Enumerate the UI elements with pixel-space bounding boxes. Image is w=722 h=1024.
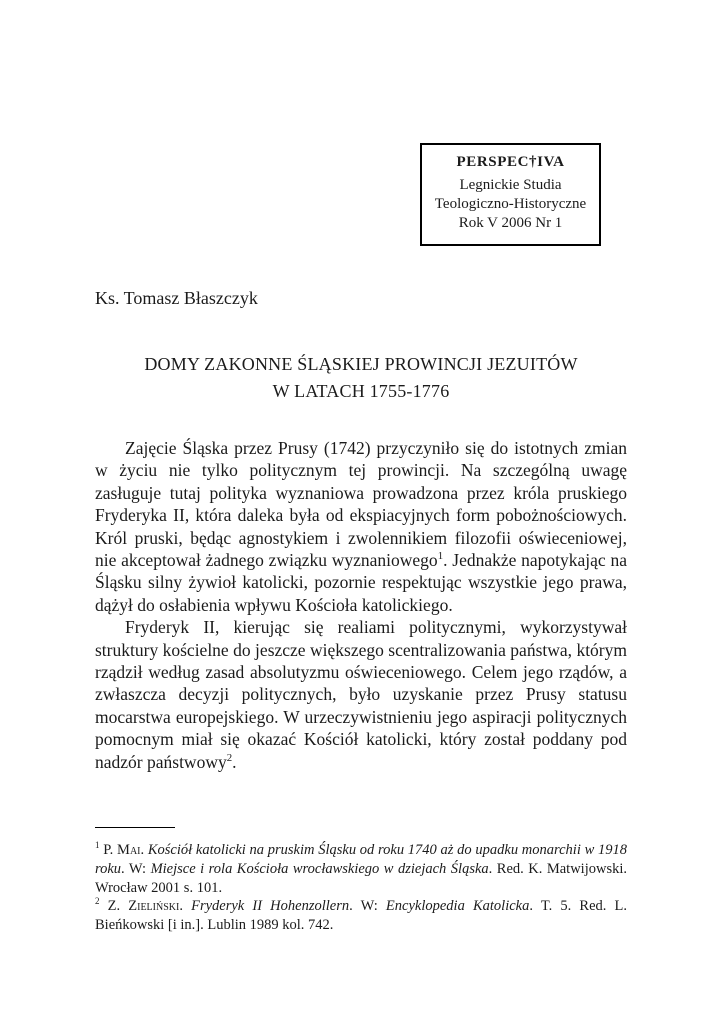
footnote-1-marker: 1: [95, 840, 100, 851]
footnotes-section: [95, 841, 627, 935]
footnote-separator-rule: [95, 827, 175, 828]
paragraph-2: [95, 616, 627, 773]
footnote-2-marker: 2: [95, 896, 100, 907]
footnote-1-author: Mai: [117, 842, 141, 858]
footnote-2-author: Zieliński: [128, 898, 180, 915]
paragraph-2-text-after: .: [232, 751, 237, 772]
author-name: Ks. Tomasz Błaszczyk: [95, 288, 258, 308]
paragraph-1-text-after: . Jednakże napotykając na Śląsku silny żywioł katolicki, pozornie respektując wszystkie jego prawa, dążył do osłabienia wpływu Kościoła katolickiego.: [95, 550, 627, 615]
paragraph-1: [95, 437, 627, 616]
article-title-line2: W LATACH 1755-1776: [272, 381, 450, 401]
journal-subtitle-line2: Teologiczno-Historyczne: [434, 196, 587, 212]
footnote-1: [95, 841, 627, 897]
footnote-2-sep1: .: [179, 898, 192, 915]
footnote-1-tail: . Red. K. Matwijowski. Wrocław 2001 s. 101.: [95, 860, 627, 896]
footnote-2-sep2: . W:: [349, 898, 386, 915]
journal-name: PERSPEC†IVA: [456, 154, 565, 170]
article-title: [95, 351, 627, 405]
footnote-ref-2: 2: [226, 751, 233, 764]
footnote-2-tail: . T. 5. Red. L. Bieńkowski [i in.]. Lublin 1989 kol. 742.: [95, 898, 627, 934]
footnote-1-collection: Miejsce i rola Kościoła wrocławskiego w dziejach Śląska: [150, 860, 489, 877]
footnote-1-sep1: .: [140, 842, 148, 858]
footnote-2-lead: Z.: [99, 898, 129, 915]
paragraph-1-text: Zajęcie Śląska przez Prusy (1742) przyczyniło się do istotnych zmian w życiu nie tylko politycznym tej prowincji. Na szczególną uwagę zasługuje tutaj polityka wyznaniowa prowadzona przez króla pruskiego Fryderyka II, która daleka była od ekspiacyjnych form pobożnościowych. Król pruski, będąc agnostykiem i zwolennikiem filozofii oświeceniowej, nie akceptował żadnego związku wyznaniowego: [95, 438, 627, 571]
footnote-1-title: Kościół katolicki na pruskim Śląsku od roku 1740 aż do upadku monarchii w 1918 roku: [95, 842, 627, 877]
article-body: [95, 437, 627, 773]
footnote-2: [95, 897, 627, 935]
article-title-line1: DOMY ZAKONNE ŚLĄSKIEJ PROWINCJI JEZUITÓW: [144, 354, 578, 374]
footnote-1-sep2: . W:: [121, 860, 151, 877]
journal-stamp-box: [420, 143, 601, 246]
journal-subtitle-line1: Legnickie Studia: [459, 177, 562, 193]
footnote-2-collection: Encyklopedia Katolicka: [385, 898, 530, 915]
footnote-2-title: Fryderyk II Hohenzollern: [191, 898, 350, 915]
paragraph-2-text: Fryderyk II, kierując się realiami politycznymi, wykorzystywał struktury kościelne do jeszcze większego scentralizowania państwa, którym rządził według zasad absolutyzmu oświeceniowego. Celem jego rządów, a zwłaszcza decyzji politycznych, było uzyskanie przez Prusy statusu mocarstwa europejskiego. W urzeczywistnieniu jego aspiracji politycznych pomocnym miał się okazać Kościół katolicki, który został poddany pod nadzór państwowy: [95, 617, 627, 772]
footnote-ref-1: 1: [437, 550, 444, 563]
footnote-1-lead: P.: [99, 842, 118, 858]
journal-issue: Rok V 2006 Nr 1: [458, 215, 563, 231]
